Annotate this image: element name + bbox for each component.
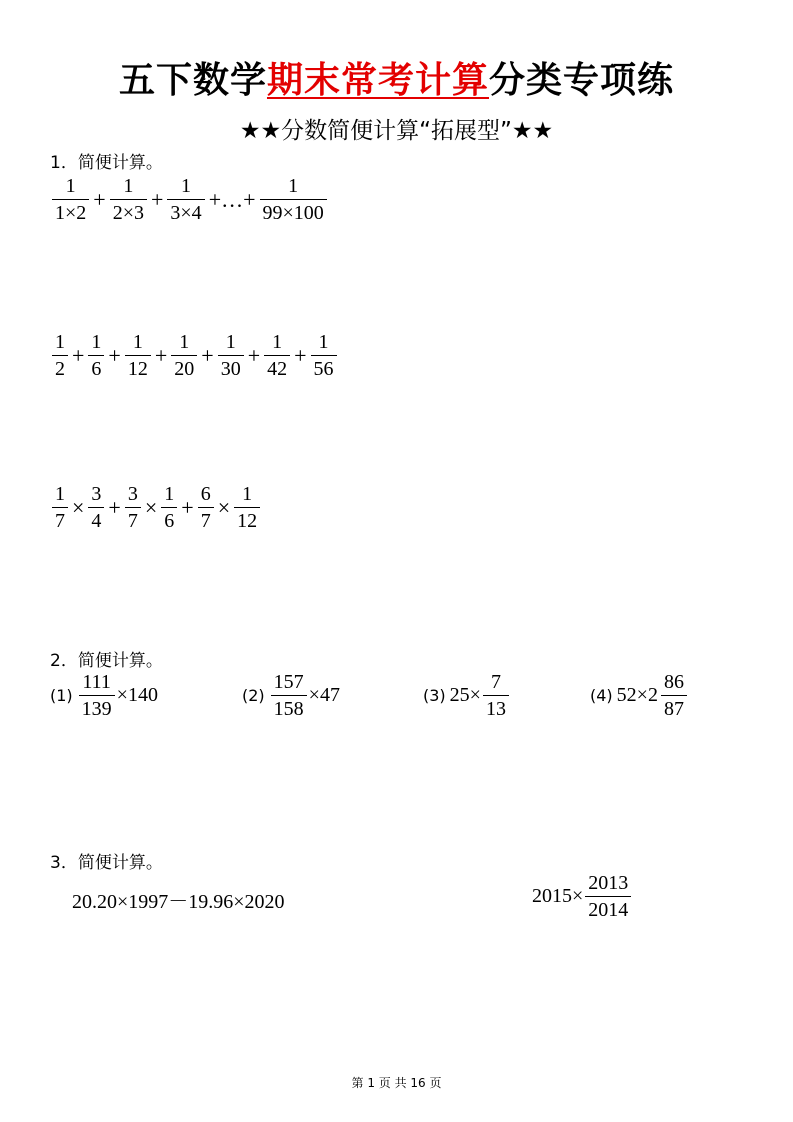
problem-1-1 bbox=[50, 176, 329, 223]
fraction bbox=[50, 484, 70, 531]
denominator: 12 bbox=[234, 507, 260, 531]
numerator: 3 bbox=[127, 483, 138, 505]
operator: × bbox=[144, 494, 158, 520]
operator: + bbox=[201, 342, 214, 368]
operator: + bbox=[181, 494, 194, 520]
operator: + bbox=[247, 342, 261, 368]
denominator: 7 bbox=[125, 507, 141, 531]
title-part2: 分类专项练 bbox=[489, 60, 675, 101]
item-label: (2) bbox=[242, 686, 265, 705]
page-title bbox=[0, 52, 793, 103]
problem-2-1 bbox=[50, 672, 158, 719]
fraction bbox=[77, 672, 117, 719]
denominator: 2 bbox=[52, 355, 68, 379]
numerator: 1 bbox=[288, 175, 299, 197]
numerator: 1 bbox=[132, 331, 143, 353]
denominator: 2×3 bbox=[110, 199, 147, 223]
mixed-whole-part: 2 bbox=[647, 684, 658, 706]
expression-lead: 2015× bbox=[532, 885, 584, 907]
denominator: 7 bbox=[52, 507, 68, 531]
expression-tail: ×47 bbox=[308, 684, 340, 706]
denominator: 1×2 bbox=[52, 199, 89, 223]
title-highlight: 期末常考计算 bbox=[266, 60, 489, 101]
denominator: 87 bbox=[661, 695, 687, 719]
operator: + bbox=[154, 342, 168, 368]
numerator: 1 bbox=[272, 331, 283, 353]
problem-1-2 bbox=[50, 332, 339, 379]
fraction bbox=[86, 332, 106, 379]
denominator: 13 bbox=[483, 695, 509, 719]
problem-3-1 bbox=[72, 885, 285, 914]
item-label: (3) bbox=[423, 686, 446, 705]
denominator: 2014 bbox=[585, 896, 631, 920]
item-label: (1) bbox=[50, 686, 73, 705]
numerator: 1 bbox=[242, 483, 253, 505]
fraction bbox=[583, 873, 633, 920]
expression-lead: 52× bbox=[616, 684, 648, 706]
problem-1-3 bbox=[50, 484, 262, 531]
denominator: 7 bbox=[198, 507, 214, 531]
title-part1: 五下数学 bbox=[118, 60, 267, 101]
fraction bbox=[269, 672, 309, 719]
section1-heading: 1．简便计算。 bbox=[50, 153, 163, 173]
fraction bbox=[86, 484, 106, 531]
numerator: 1 bbox=[55, 483, 65, 505]
numerator: 1 bbox=[91, 331, 102, 353]
problem-2-3 bbox=[423, 672, 511, 719]
item-label: (4) bbox=[590, 686, 613, 705]
operator: + bbox=[294, 342, 307, 368]
denominator: 30 bbox=[218, 355, 244, 379]
numerator: 157 bbox=[273, 671, 304, 693]
operator: +…+ bbox=[208, 186, 256, 212]
fraction bbox=[309, 332, 339, 379]
numerator: 7 bbox=[490, 671, 501, 693]
fraction bbox=[50, 332, 70, 379]
problem-2-4 bbox=[590, 672, 689, 719]
problem-3-2 bbox=[532, 873, 633, 920]
numerator: 1 bbox=[164, 483, 175, 505]
expression-tail: ×140 bbox=[116, 684, 158, 706]
operator: + bbox=[108, 494, 121, 520]
section2-heading: 2．简便计算。 bbox=[50, 651, 163, 671]
numerator: 6 bbox=[200, 483, 211, 505]
operator: × bbox=[217, 494, 231, 520]
section3-heading: 3．简便计算。 bbox=[50, 853, 163, 873]
denominator: 12 bbox=[125, 355, 151, 379]
operator: + bbox=[93, 186, 106, 212]
fraction bbox=[481, 672, 511, 719]
numerator: 1 bbox=[179, 331, 190, 353]
numerator: 111 bbox=[82, 671, 111, 693]
denominator: 56 bbox=[311, 355, 337, 379]
expression-text: 20.20×1997－19.96×2020 bbox=[72, 891, 285, 913]
fraction bbox=[108, 176, 149, 223]
fraction bbox=[232, 484, 262, 531]
denominator: 20 bbox=[171, 355, 197, 379]
denominator: 99×100 bbox=[260, 199, 327, 223]
fraction bbox=[196, 484, 216, 531]
fraction bbox=[50, 176, 91, 223]
fraction bbox=[216, 332, 246, 379]
fraction bbox=[123, 332, 153, 379]
fraction bbox=[123, 484, 143, 531]
numerator: 3 bbox=[91, 483, 102, 505]
operator: + bbox=[150, 186, 164, 212]
denominator: 4 bbox=[88, 507, 104, 531]
numerator: 1 bbox=[181, 175, 192, 197]
operator: + bbox=[108, 342, 121, 368]
numerator: 1 bbox=[65, 175, 76, 197]
fraction bbox=[258, 176, 329, 223]
denominator: 3×4 bbox=[167, 199, 204, 223]
numerator: 1 bbox=[123, 175, 134, 197]
expression-lead: 25× bbox=[449, 684, 481, 706]
problem-2-2 bbox=[242, 672, 340, 719]
page-footer: 第 1 页 共 16 页 bbox=[351, 1076, 442, 1090]
fraction bbox=[659, 672, 689, 719]
numerator: 2013 bbox=[588, 872, 629, 894]
operator: + bbox=[72, 342, 85, 368]
fraction bbox=[262, 332, 292, 379]
numerator: 1 bbox=[225, 331, 236, 353]
numerator: 86 bbox=[663, 671, 684, 693]
denominator: 158 bbox=[271, 695, 307, 719]
fraction bbox=[159, 484, 179, 531]
fraction bbox=[165, 176, 206, 223]
operator: × bbox=[72, 494, 85, 520]
denominator: 42 bbox=[264, 355, 290, 379]
numerator: 1 bbox=[318, 331, 329, 353]
denominator: 139 bbox=[79, 695, 115, 719]
fraction bbox=[169, 332, 199, 379]
denominator: 6 bbox=[88, 355, 104, 379]
page-subtitle: ★★分数简便计算“拓展型”★★ bbox=[239, 118, 554, 144]
numerator: 1 bbox=[55, 331, 65, 353]
denominator: 6 bbox=[161, 507, 177, 531]
